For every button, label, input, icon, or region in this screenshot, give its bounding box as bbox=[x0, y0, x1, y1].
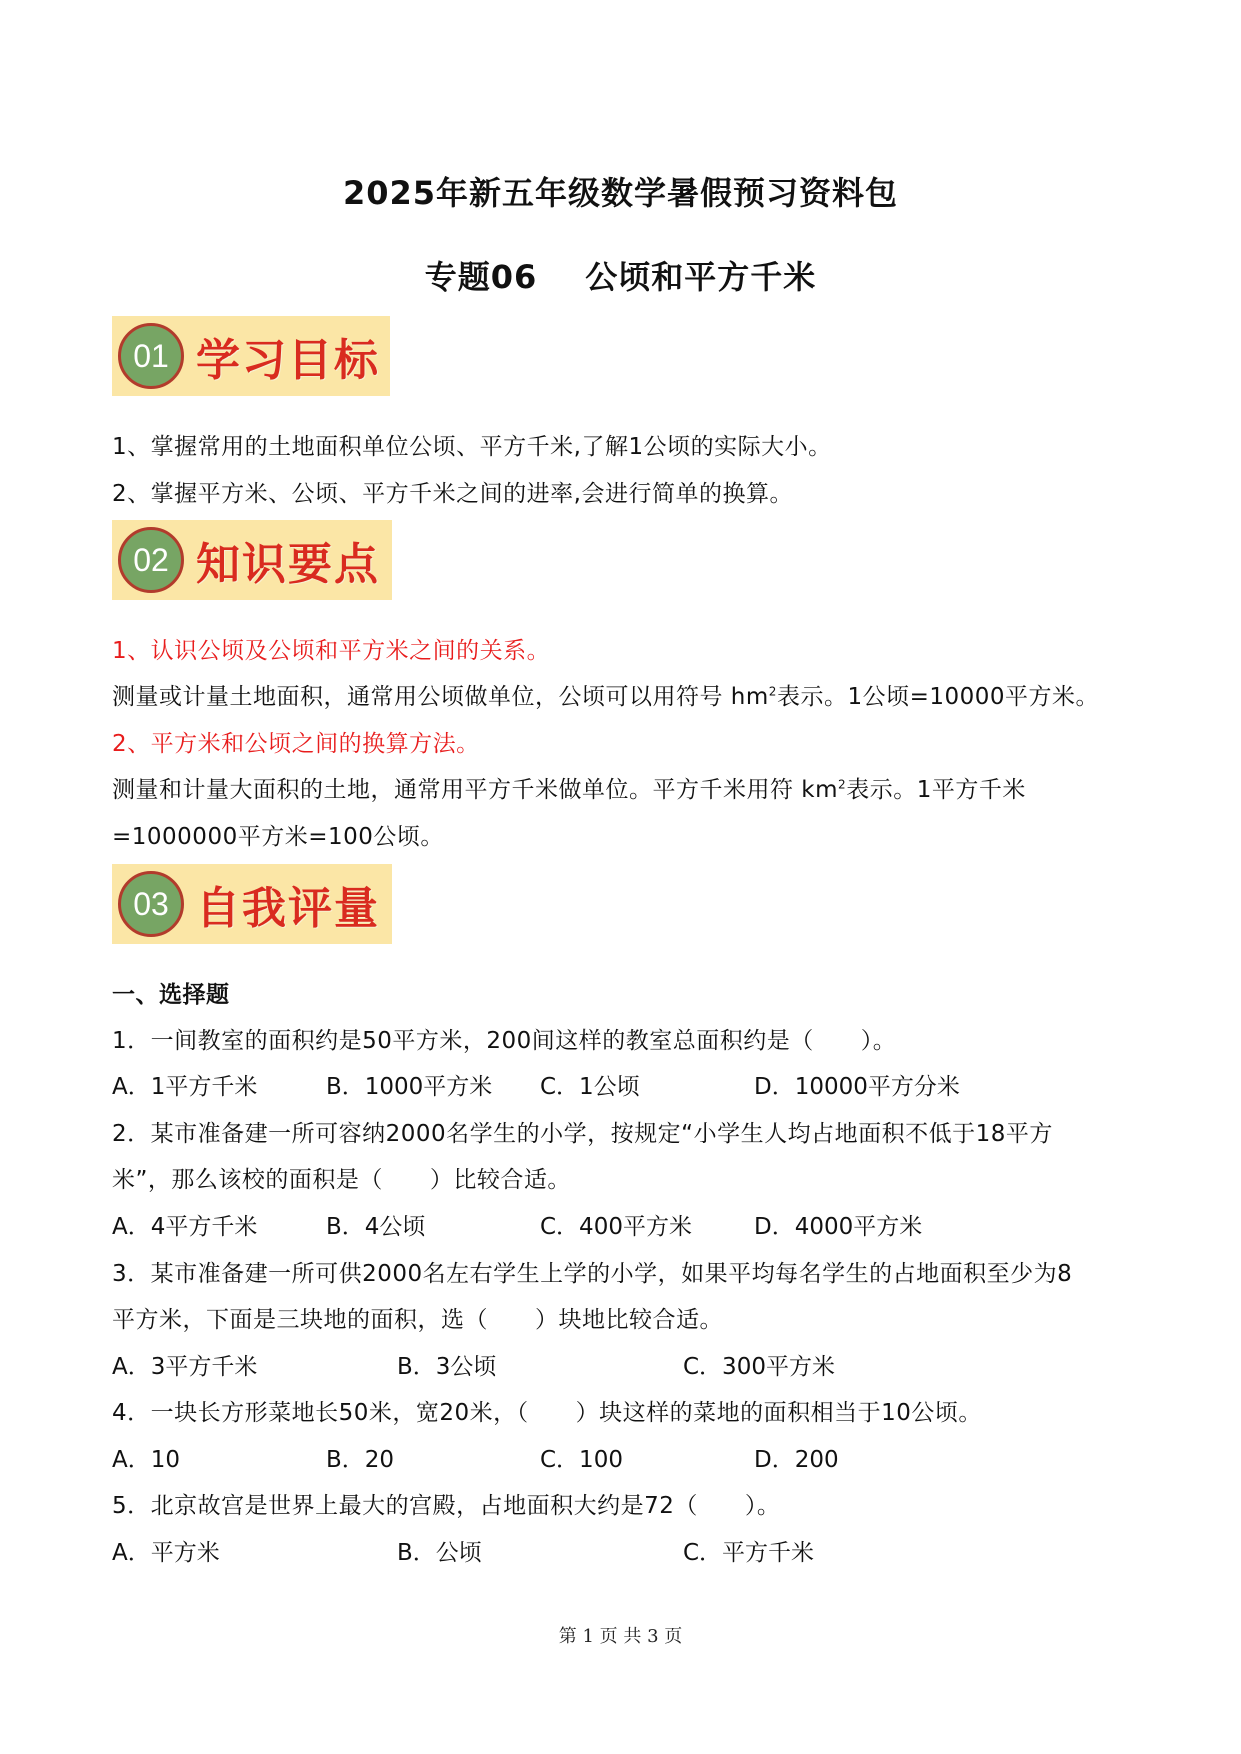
section-title: 知识要点 bbox=[196, 539, 380, 590]
option: B．4公顷 bbox=[326, 1214, 426, 1240]
section-title: 学习目标 bbox=[196, 335, 380, 386]
section-title: 自我评量 bbox=[196, 883, 380, 934]
option: B．3公顷 bbox=[397, 1354, 497, 1380]
knowledge-paragraph: 测量或计量土地面积，通常用公顷做单位，公顷可以用符号 $hm^2$表示。1公顷=10000平方米。 bbox=[112, 684, 1100, 710]
question-5-options bbox=[112, 1534, 1112, 1564]
section-number: 01 bbox=[118, 323, 184, 389]
question-1-options bbox=[112, 1068, 1112, 1098]
question-2-cont: 米”，那么该校的面积是（ ）比较合适。 bbox=[112, 1167, 571, 1193]
option: A．平方米 bbox=[112, 1540, 220, 1566]
knowledge-heading: 2、平方米和公顷之间的换算方法。 bbox=[112, 731, 480, 757]
question-3-cont: 平方米，下面是三块地的面积，选（ ）块地比较合适。 bbox=[112, 1307, 723, 1333]
question-2-options bbox=[112, 1208, 1112, 1238]
knowledge-paragraph-cont: =1000000平方米=100公顷。 bbox=[112, 824, 444, 850]
question-4: 4．一块长方形菜地长50米，宽20米，（ ）块这样的菜地的面积相当于10公顷。 bbox=[112, 1400, 982, 1426]
page-footer: 第 1 页 共 3 页 bbox=[558, 1626, 683, 1647]
option: D．10000平方分米 bbox=[754, 1074, 960, 1100]
question-3: 3．某市准备建一所可供2000名左右学生上学的小学，如果平均每名学生的占地面积至少为8 bbox=[112, 1261, 1073, 1287]
option: B．公顷 bbox=[397, 1540, 482, 1566]
question-3-options bbox=[112, 1348, 1112, 1378]
option: C．400平方米 bbox=[540, 1214, 692, 1240]
question-1: 1．一间教室的面积约是50平方米，200间这样的教室总面积约是（ ）。 bbox=[112, 1028, 897, 1054]
option: D．200 bbox=[754, 1447, 839, 1473]
document-title: 2025年新五年级数学暑假预习资料包 bbox=[342, 174, 899, 212]
option: C．300平方米 bbox=[683, 1354, 835, 1380]
section-badge-goals bbox=[112, 316, 390, 396]
option: A．10 bbox=[112, 1447, 181, 1473]
question-5: 5．北京故宫是世界上最大的宫殿，占地面积大约是72（ ）。 bbox=[112, 1493, 781, 1519]
option: A．4平方千米 bbox=[112, 1214, 258, 1240]
option: B．20 bbox=[326, 1447, 395, 1473]
goal-item: 1、掌握常用的土地面积单位公顷、平方千米,了解1公顷的实际大小。 bbox=[112, 434, 832, 460]
section-badge-assessment bbox=[112, 864, 392, 944]
option: A．3平方千米 bbox=[112, 1354, 258, 1380]
section-number: 02 bbox=[118, 527, 184, 593]
quiz-heading: 一、选择题 bbox=[112, 982, 230, 1008]
knowledge-paragraph: 测量和计量大面积的土地，通常用平方千米做单位。平方千米用符 $km^2$表示。1平方千米 bbox=[112, 777, 1026, 803]
question-4-options bbox=[112, 1441, 1112, 1471]
section-number: 03 bbox=[118, 871, 184, 937]
question-2: 2．某市准备建一所可容纳2000名学生的小学，按规定“小学生人均占地面积不低于18平方 bbox=[112, 1121, 1053, 1147]
topic-number: 专题06 bbox=[424, 258, 538, 296]
goal-item: 2、掌握平方米、公顷、平方千米之间的进率,会进行简单的换算。 bbox=[112, 481, 793, 507]
option: C．平方千米 bbox=[683, 1540, 815, 1566]
topic-title bbox=[0, 252, 1241, 298]
topic-name: 公顷和平方千米 bbox=[585, 258, 817, 296]
option: B．1000平方米 bbox=[326, 1074, 493, 1100]
option: D．4000平方米 bbox=[754, 1214, 923, 1240]
section-badge-knowledge bbox=[112, 520, 392, 600]
option: C．1公顷 bbox=[540, 1074, 640, 1100]
knowledge-heading: 1、认识公顷及公顷和平方米之间的关系。 bbox=[112, 638, 551, 664]
option: C．100 bbox=[540, 1447, 623, 1473]
option: A．1平方千米 bbox=[112, 1074, 258, 1100]
